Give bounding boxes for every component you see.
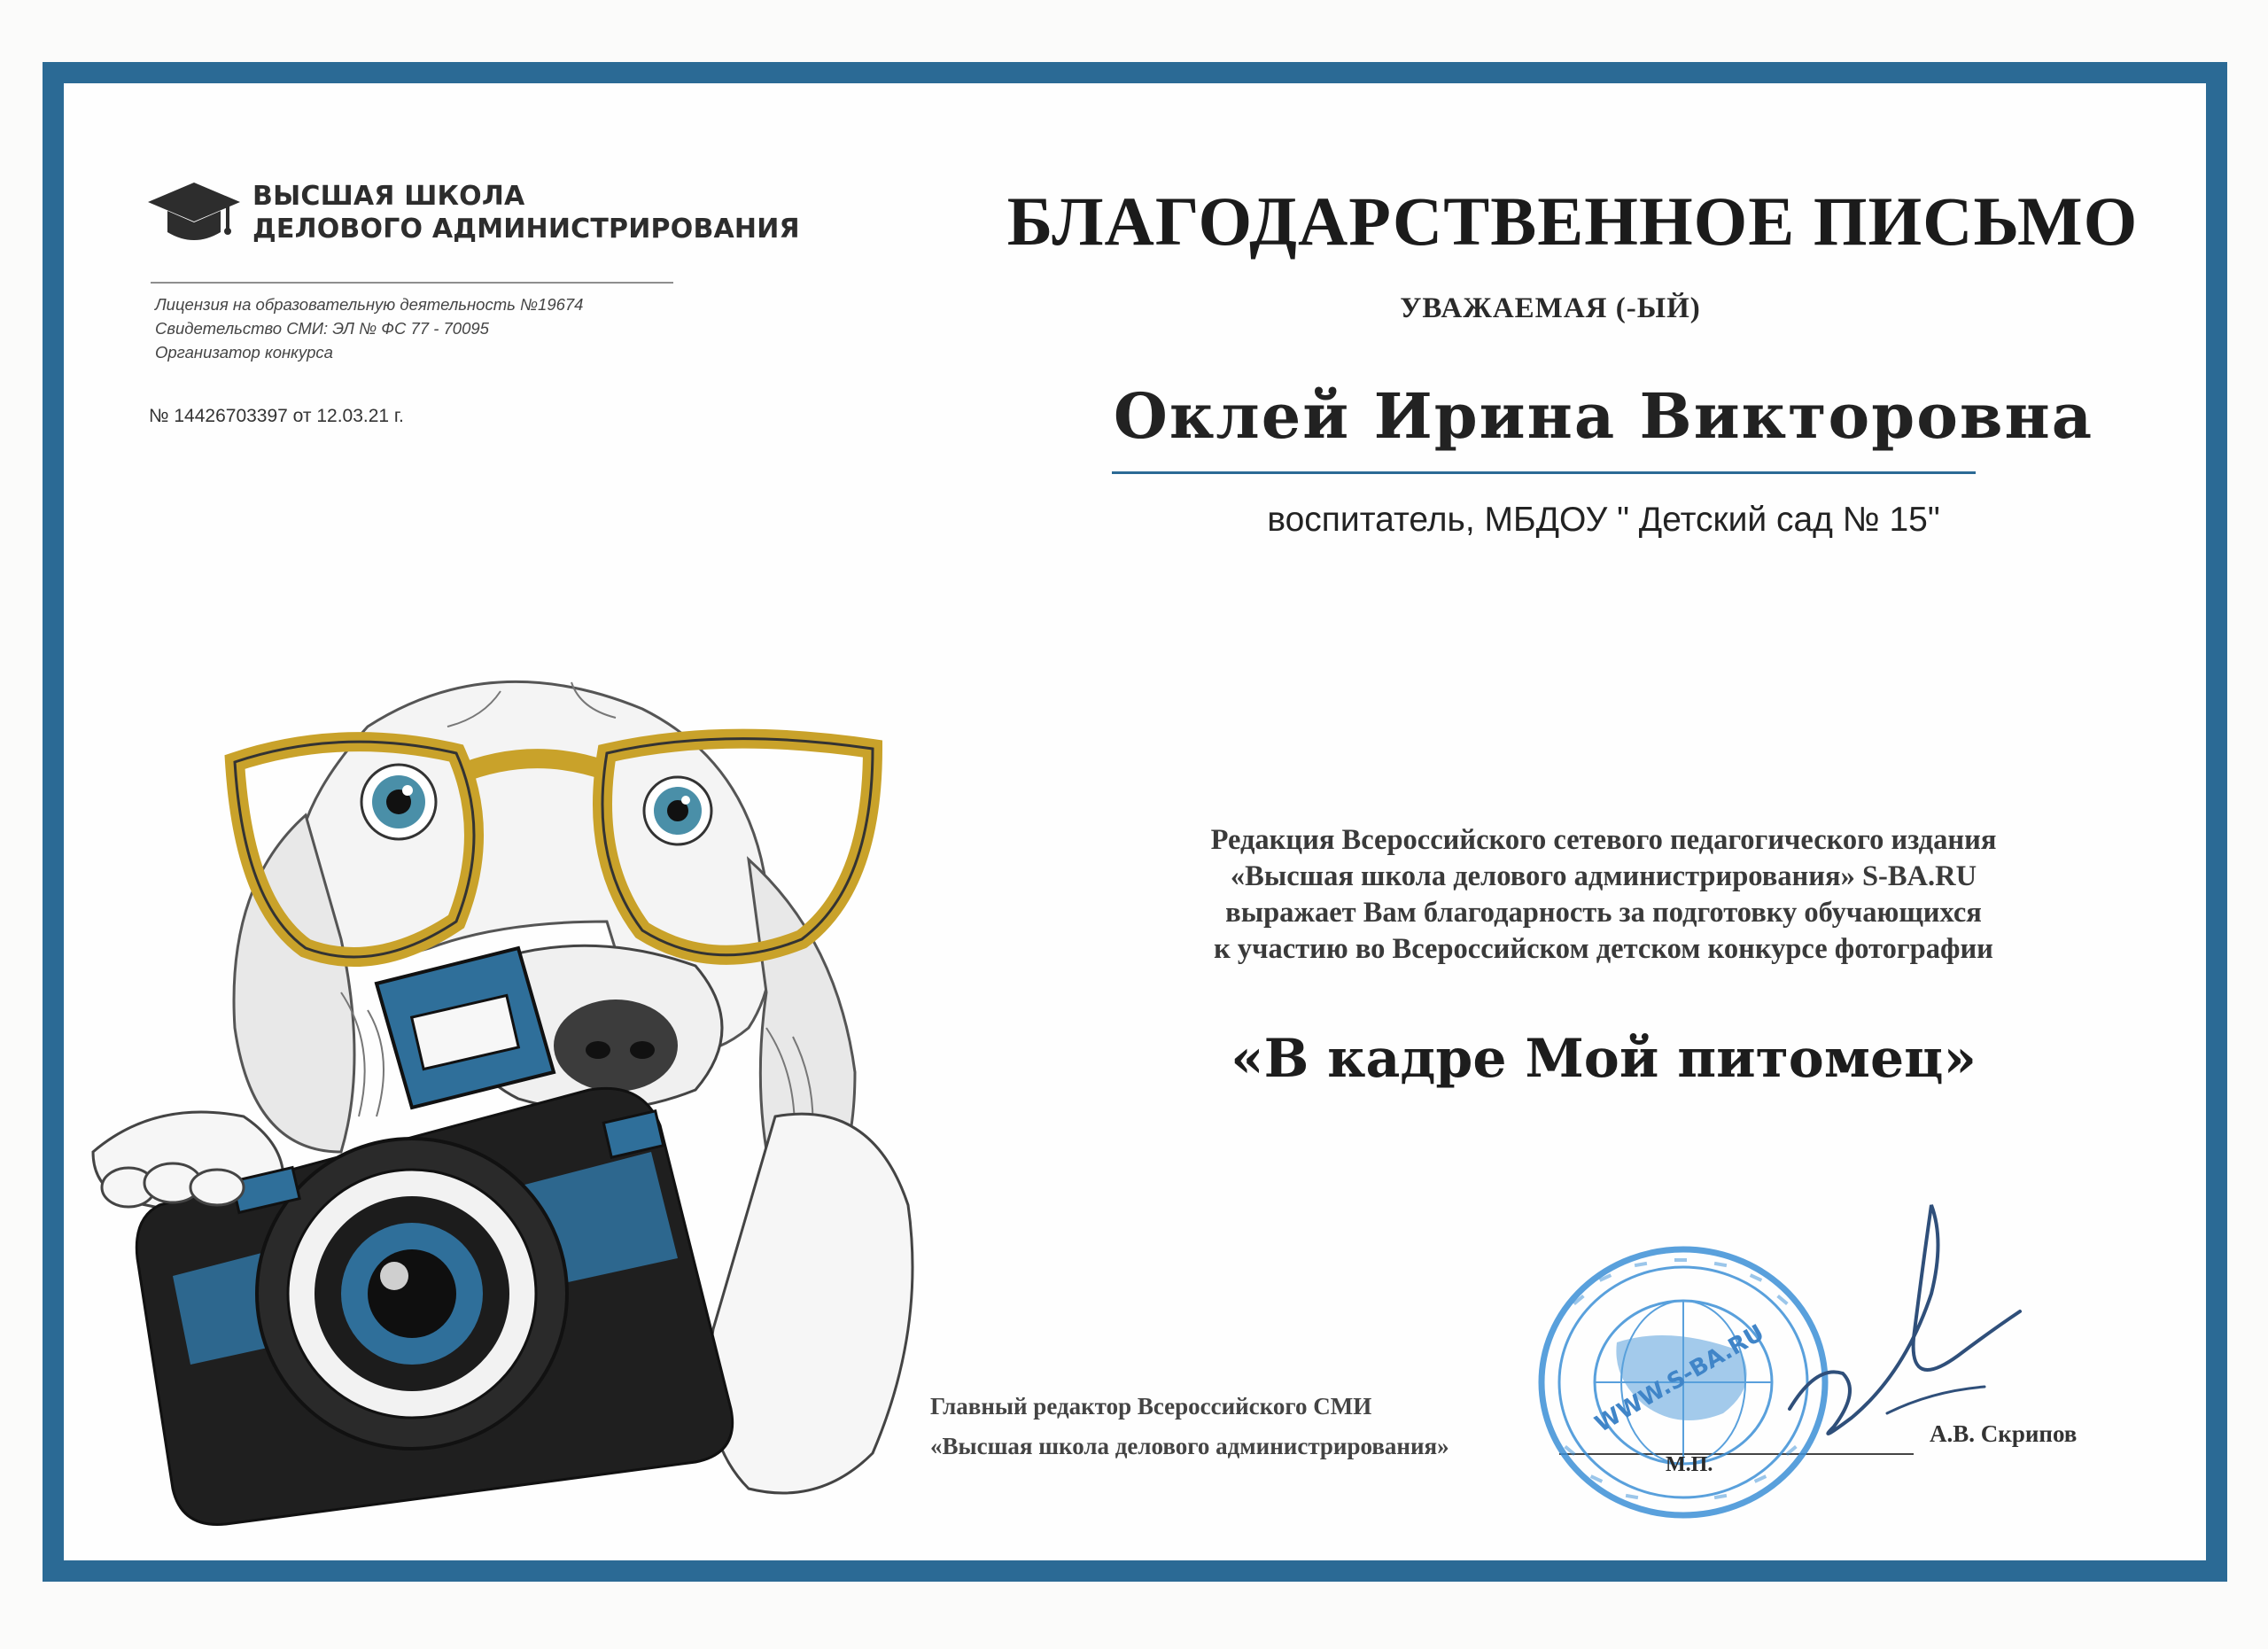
editor-caption (930, 1387, 1449, 1466)
name-underline (1112, 471, 1976, 474)
license-line: Свидетельство СМИ: ЭЛ № ФС 77 - 70095 (155, 319, 489, 338)
seal-url: WWW.S-BA.RU (1590, 1319, 1769, 1438)
logo-text (252, 180, 800, 245)
letter-body (1019, 822, 2188, 968)
body-line: выражает Вам благодарность за подготовку обучающихся (1225, 897, 1982, 929)
editor-line: «Высшая школа делового администрирования» (930, 1433, 1449, 1459)
body-line: Редакция Всероссийского сетевого педагогического издания (1210, 824, 1997, 856)
document-number: № 14426703397 от 12.03.21 г. (149, 406, 404, 426)
license-info (155, 292, 583, 364)
signer-name: А.В. Скрипов (1930, 1420, 2078, 1447)
license-line: Лицензия на образовательную деятельность №19674 (155, 295, 584, 314)
signature (1754, 1187, 2038, 1444)
contest-name: «В кадре Мой питомец» (1231, 1028, 1977, 1090)
graduation-cap-icon (146, 177, 242, 248)
body-line: «Высшая школа делового администрирования» S-BA.RU (1230, 860, 1977, 892)
greeting: УВАЖАЕМАЯ (-ЫЙ) (1400, 292, 1701, 324)
logo (146, 177, 800, 248)
body-line: к участию во Всероссийском детском конкурсе фотографии (1214, 933, 1993, 965)
recipient-position: воспитатель, МБДОУ " Детский сад № 15" (1267, 501, 1940, 539)
page-title: БЛАГОДАРСТВЕННОЕ ПИСЬМО (1006, 183, 2139, 260)
logo-line-2: ДЕЛОВОГО АДМИНИСТРИРОВАНИЯ (252, 214, 800, 245)
recipient-name: Оклей Ирина Викторовна (1113, 379, 2094, 453)
license-divider (151, 282, 673, 284)
logo-line-1: ВЫСШАЯ ШКОЛА (252, 181, 525, 212)
editor-line: Главный редактор Всероссийского СМИ (930, 1393, 1372, 1420)
dog-illustration (75, 656, 1068, 1542)
seal-mark: М.П. (1666, 1453, 1713, 1476)
license-line: Организатор конкурса (155, 343, 333, 362)
